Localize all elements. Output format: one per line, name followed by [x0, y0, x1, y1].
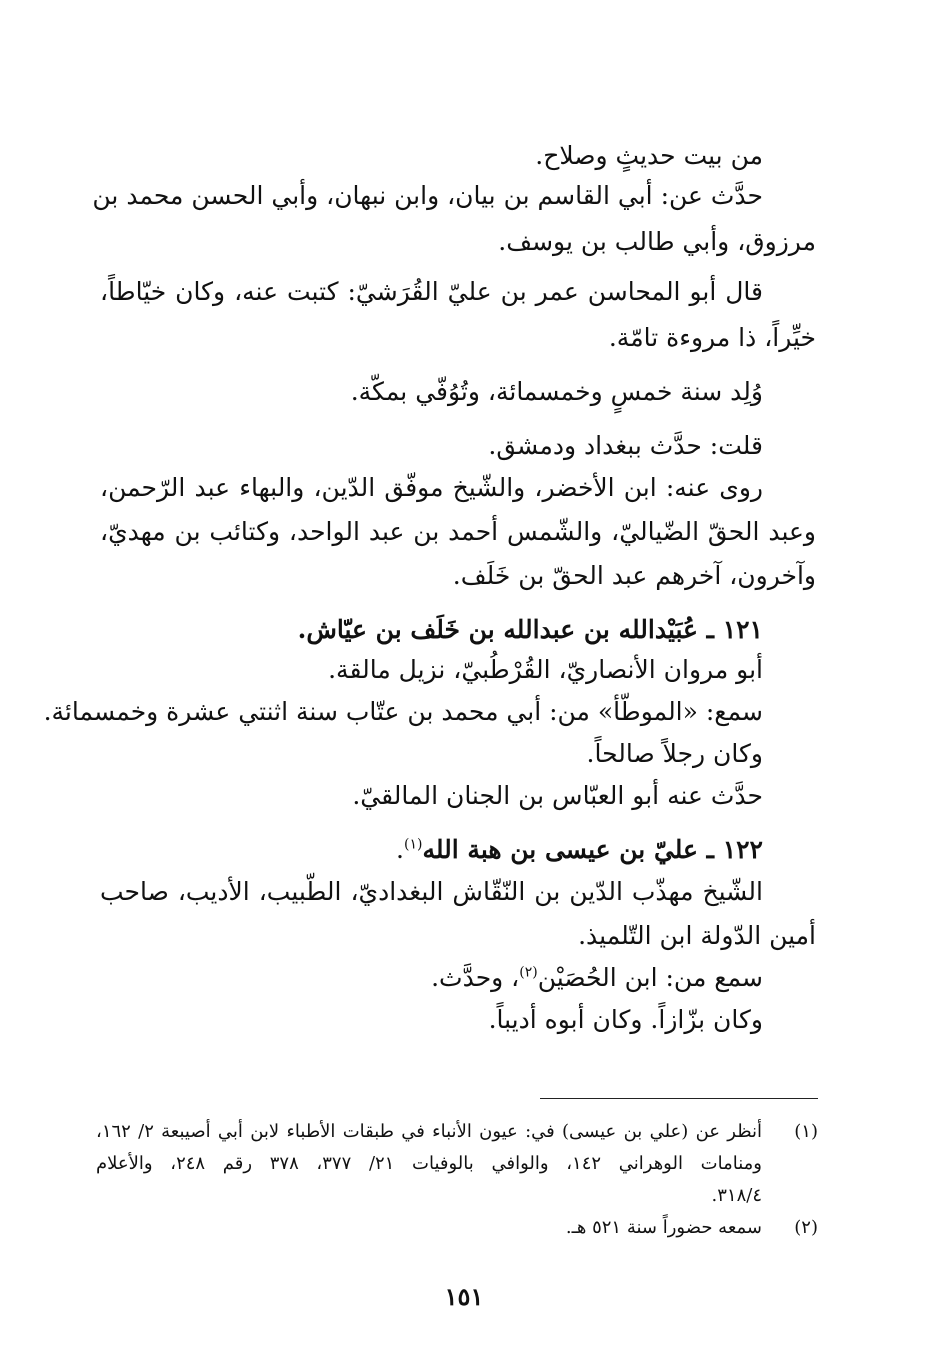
text-line: روى عنه: ابن الأخضر، والشّيخ موفّق الدّين، والبهاء عبد الرّحمن،	[100, 473, 763, 502]
footnote-line: سمعه حضوراً سنة ٥٢١ هـ.	[565, 1217, 762, 1238]
footnote-marker-2: (٢)	[794, 1217, 818, 1238]
text-line: وآخرون، آخرهم عبد الحقّ بن خَلَف.	[452, 561, 816, 590]
text-line: حدَّث عن: أبي القاسم بن بيان، وابن نبهان، وأبي الحسن محمد بن	[92, 181, 763, 210]
text-line: حدَّث عنه أبو العبّاس بن الجنان المالقيّ.	[352, 781, 763, 810]
text-line: قال أبو المحاسن عمر بن عليّ القُرَشيّ: كتبت عنه، وكان خيّاطاً،	[100, 277, 763, 306]
text-line: سمع: «الموطّأ» من: أبي محمد بن عتّاب سنة اثنتي عشرة وخمسمائة.	[43, 697, 763, 726]
text-line: وكان رجلاً صالحاً.	[586, 739, 763, 768]
footnote-separator	[540, 1098, 818, 1099]
text-line: أمين الدّولة ابن التّلميذ.	[578, 921, 816, 950]
text-line: وُلِد سنة خمسٍ وخمسمائة، وتُوُفّي بمكّة.	[350, 377, 763, 406]
entry-heading-122	[396, 830, 763, 874]
footnote-line: أنظر عن (علي بن عيسى) في: عيون الأنباء في طبقات الأطباء لابن أبي أصيبعة ٢/ ١٦٢،	[96, 1121, 763, 1142]
text-line: قلت: حدَّث ببغداد ودمشق.	[488, 431, 763, 460]
heading-period: .	[396, 835, 404, 864]
footnote-ref-1[interactable]: (١)	[404, 836, 423, 853]
text-line: وكان بزّازاً. وكان أبوه أديباً.	[488, 1005, 763, 1034]
text-line: وعبد الحقّ الضّياليّ، والشّمس أحمد بن عبد الواحد، وكتائب بن مهديّ،	[100, 517, 816, 546]
text-line: مرزوق، وأبي طالب بن يوسف.	[498, 227, 816, 256]
text-line: خيِّراً، ذا مروءة تامّة.	[608, 323, 816, 352]
text-line: الشّيخ مهذّب الدّين بن النّقّاش البغداديّ، الطّبيب، الأديب، صاحب	[100, 877, 763, 906]
page-number: ١٥١	[444, 1282, 484, 1311]
text-segment: ، وحدَّث.	[431, 963, 520, 992]
footnote-line: ومنامات الوهراني ١٤٢، والوافي بالوفيات ٢١/ ٣٧٧، ٣٧٨ رقم ٢٤٨، والأعلام	[96, 1153, 762, 1174]
footnote-marker-1: (١)	[794, 1121, 818, 1142]
entry-heading-122-title: ١٢٢ ـ عليّ بن عيسى بن هبة الله	[422, 835, 763, 864]
footnote-ref-2[interactable]: (٢)	[519, 964, 538, 981]
text-line: أبو مروان الأنصاريّ، القُرْطُبيّ، نزيل مالقة.	[328, 655, 763, 684]
entry-heading-121: ١٢١ ـ عُبَيْدالله بن عبدالله بن خَلَف بن عيّاش.	[297, 615, 763, 644]
text-line: من بيت حديثٍ وصلاح.	[535, 141, 763, 170]
text-segment: سمع من: ابن الحُصَيْن	[537, 963, 763, 992]
text-line	[431, 958, 763, 1002]
footnote-line: ٣١٨/٤.	[711, 1185, 762, 1206]
